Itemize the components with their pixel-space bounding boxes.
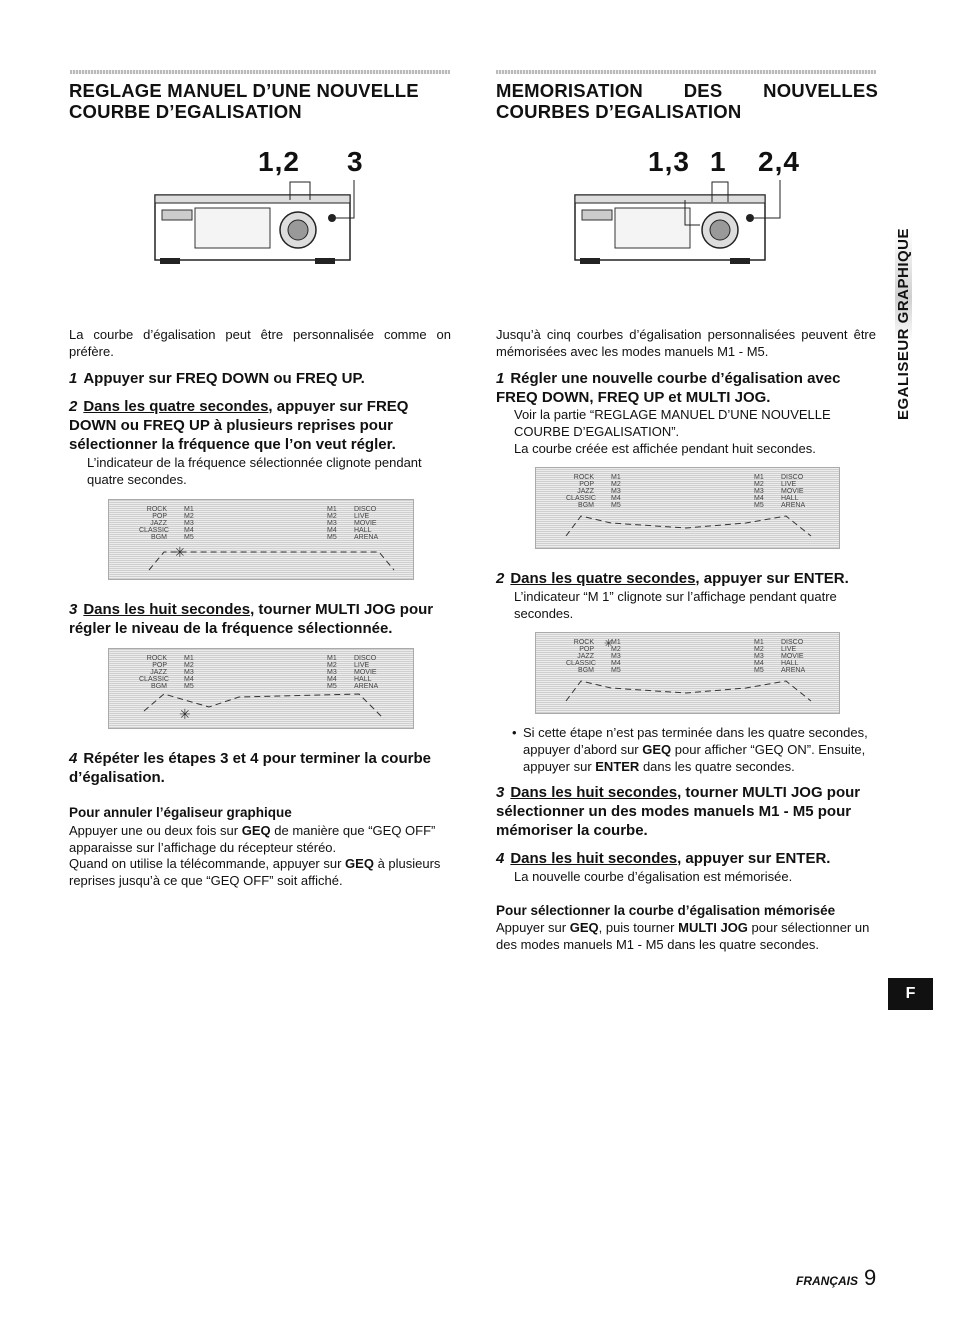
preset-list: ROCK POP JAZZ CLASSIC BGM [566,639,596,674]
left-intro: La courbe d’égalisation peut être personnalisée comme on préfère. [69,327,451,359]
diagram-label-3: 3 [347,146,364,177]
manual-list-left: M1 M2 M3 M4 M5 [611,639,621,674]
step-text: Régler une nouvelle courbe d’égalisation avec FREQ DOWN, FREQ UP et MULTI JOG. [496,370,841,406]
manual-list-right: M1 M2 M3 M4 M5 [754,639,764,674]
eq-curve [536,633,839,713]
display-illustration-2 [108,648,414,729]
mode-list: DISCO LIVE MOVIE HALL ARENA [781,474,806,509]
diagram-label-2-4: 2,4 [758,146,800,177]
left-section-title [69,80,454,122]
diagram-label-1-3: 1,3 [648,146,690,177]
step-number: 3 [496,784,505,801]
step-number: 1 [69,370,78,387]
step-number: 4 [69,750,78,767]
preset-list: ROCK POP JAZZ CLASSIC BGM [566,474,596,509]
title-rule [70,70,450,74]
step-text: Répéter les étapes 3 et 4 pour terminer la courbe d’égalisation. [69,750,431,786]
display-illustration-4 [535,632,840,714]
right-bullet-note: • Si cette étape n’est pas terminée dans les quatre secondes, appuyer d’abord sur GEQ pour afficher “GEQ ON”. Ensuite, appuyer sur ENTER dans les quatre secondes. [512,725,868,774]
left-device-diagram [150,140,380,275]
mode-list: DISCO LIVE MOVIE HALL ARENA [781,639,806,674]
mode-list: DISCO LIVE MOVIE HALL ARENA [354,506,379,541]
step-number: 3 [69,601,78,618]
step-time-limit: Dans les huit secondes [83,601,251,618]
left-title-line2: COURBE D’EGALISATION [69,101,302,122]
step-number: 4 [496,850,505,867]
right-intro: Jusqu’à cinq courbes d’égalisation personnalisées peuvent être mémorisées avec les modes manuels M1 - M5. [496,327,876,359]
page-number: 9 [864,1265,877,1290]
step-text: , appuyer sur ENTER. [695,570,849,587]
right-step-4 [496,849,878,868]
svg-text:✳: ✳ [174,545,186,561]
stereo-receiver-illustration [570,140,800,275]
right-step-1 [496,369,878,407]
left-step-2-note: L’indicateur de la fréquence sélectionnée clignote pendant quatre secondes. [87,455,422,487]
left-title-line1: REGLAGE MANUEL D’UNE NOUVELLE [69,80,419,101]
step-text: Appuyer sur FREQ DOWN ou FREQ UP. [83,370,365,387]
right-step-2-note: L’indicateur “M 1” clignote sur l’affichage pendant quatre secondes. [514,589,837,621]
chapter-tab: EGALISEUR GRAPHIQUE [895,198,912,420]
right-device-diagram [570,140,800,275]
svg-text:✳: ✳ [604,637,614,650]
stereo-receiver-illustration [150,140,380,275]
left-step-3 [69,600,454,638]
cancel-eq-paragraph-1: Appuyer une ou deux fois sur GEQ de manière que “GEQ OFF” apparaisse sur l’affichage du récepteur stéréo. [69,823,436,855]
diagram-label-1: 1 [710,146,727,177]
display-illustration-1 [108,499,414,580]
right-step-1-note-2: La courbe créée est affichée pendant huit secondes. [514,441,816,456]
diagram-label-1-2: 1,2 [258,146,300,177]
preset-list: ROCK POP JAZZ CLASSIC BGM [139,655,169,690]
manual-list-left: M1 M2 M3 M4 M5 [184,506,194,541]
step-time-limit: Dans les huit secondes [510,784,678,801]
preset-list: ROCK POP JAZZ CLASSIC BGM [139,506,169,541]
step-time-limit: Dans les quatre secondes [83,398,269,415]
step-number: 1 [496,370,505,387]
step-text: , tourner MULTI JOG pour sélectionner un des modes manuels M1 - M5 pour mémoriser la courbe. [496,784,861,839]
right-title-line2: COURBES D’EGALISATION [496,101,742,122]
page-footer [796,1265,876,1291]
right-title-line1: MEMORISATION DES NOUVELLES [496,80,878,101]
manual-list-left: M1 M2 M3 M4 M5 [611,474,621,509]
svg-text:✳: ✳ [179,707,191,723]
right-step-2 [496,569,878,588]
language-tab: F [888,978,933,1010]
manual-list-right: M1 M2 M3 M4 M5 [327,506,337,541]
step-time-limit: Dans les huit secondes [510,850,678,867]
step-text: , appuyer sur ENTER. [677,850,831,867]
right-step-3 [496,783,878,840]
step-time-limit: Dans les quatre secondes [510,570,696,587]
left-step-1 [69,369,454,388]
right-step-4-note: La nouvelle courbe d’égalisation est mémorisée. [514,869,793,884]
left-step-4 [69,749,454,787]
manual-list-left: M1 M2 M3 M4 M5 [184,655,194,690]
select-curve-paragraph: Appuyer sur GEQ, puis tourner MULTI JOG pour sélectionner un des modes manuels M1 - M5 dans les quatre secondes. [496,920,870,952]
display-illustration-3 [535,467,840,549]
right-step-1-note-1: Voir la partie “REGLAGE MANUEL D’UNE NOUVELLE COURBE D’EGALISATION”. [514,407,831,439]
step-text: , tourner MULTI JOG pour régler le niveau de la fréquence sélectionnée. [69,601,434,637]
step-number: 2 [496,570,505,587]
eq-curve [109,500,413,579]
cancel-eq-paragraph-2: Quand on utilise la télécommande, appuyer sur GEQ à plusieurs reprises jusqu’à ce que “GEQ OFF” soit affiché. [69,856,441,888]
right-section-title [496,80,878,122]
select-curve-heading: Pour sélectionner la courbe d’égalisation mémorisée [496,903,836,918]
left-step-2 [69,397,453,454]
manual-list-right: M1 M2 M3 M4 M5 [327,655,337,690]
step-text: , appuyer sur FREQ DOWN ou FREQ UP à plusieurs reprises pour sélectionner la fréquence que l’on veut régler. [69,398,409,453]
eq-curve [536,468,839,548]
footer-language: FRANÇAIS [796,1274,858,1288]
eq-curve [109,649,413,728]
manual-list-right: M1 M2 M3 M4 M5 [754,474,764,509]
mode-list: DISCO LIVE MOVIE HALL ARENA [354,655,379,690]
title-rule [496,70,876,74]
cancel-eq-heading: Pour annuler l’égaliseur graphique [69,805,292,820]
step-number: 2 [69,398,78,415]
